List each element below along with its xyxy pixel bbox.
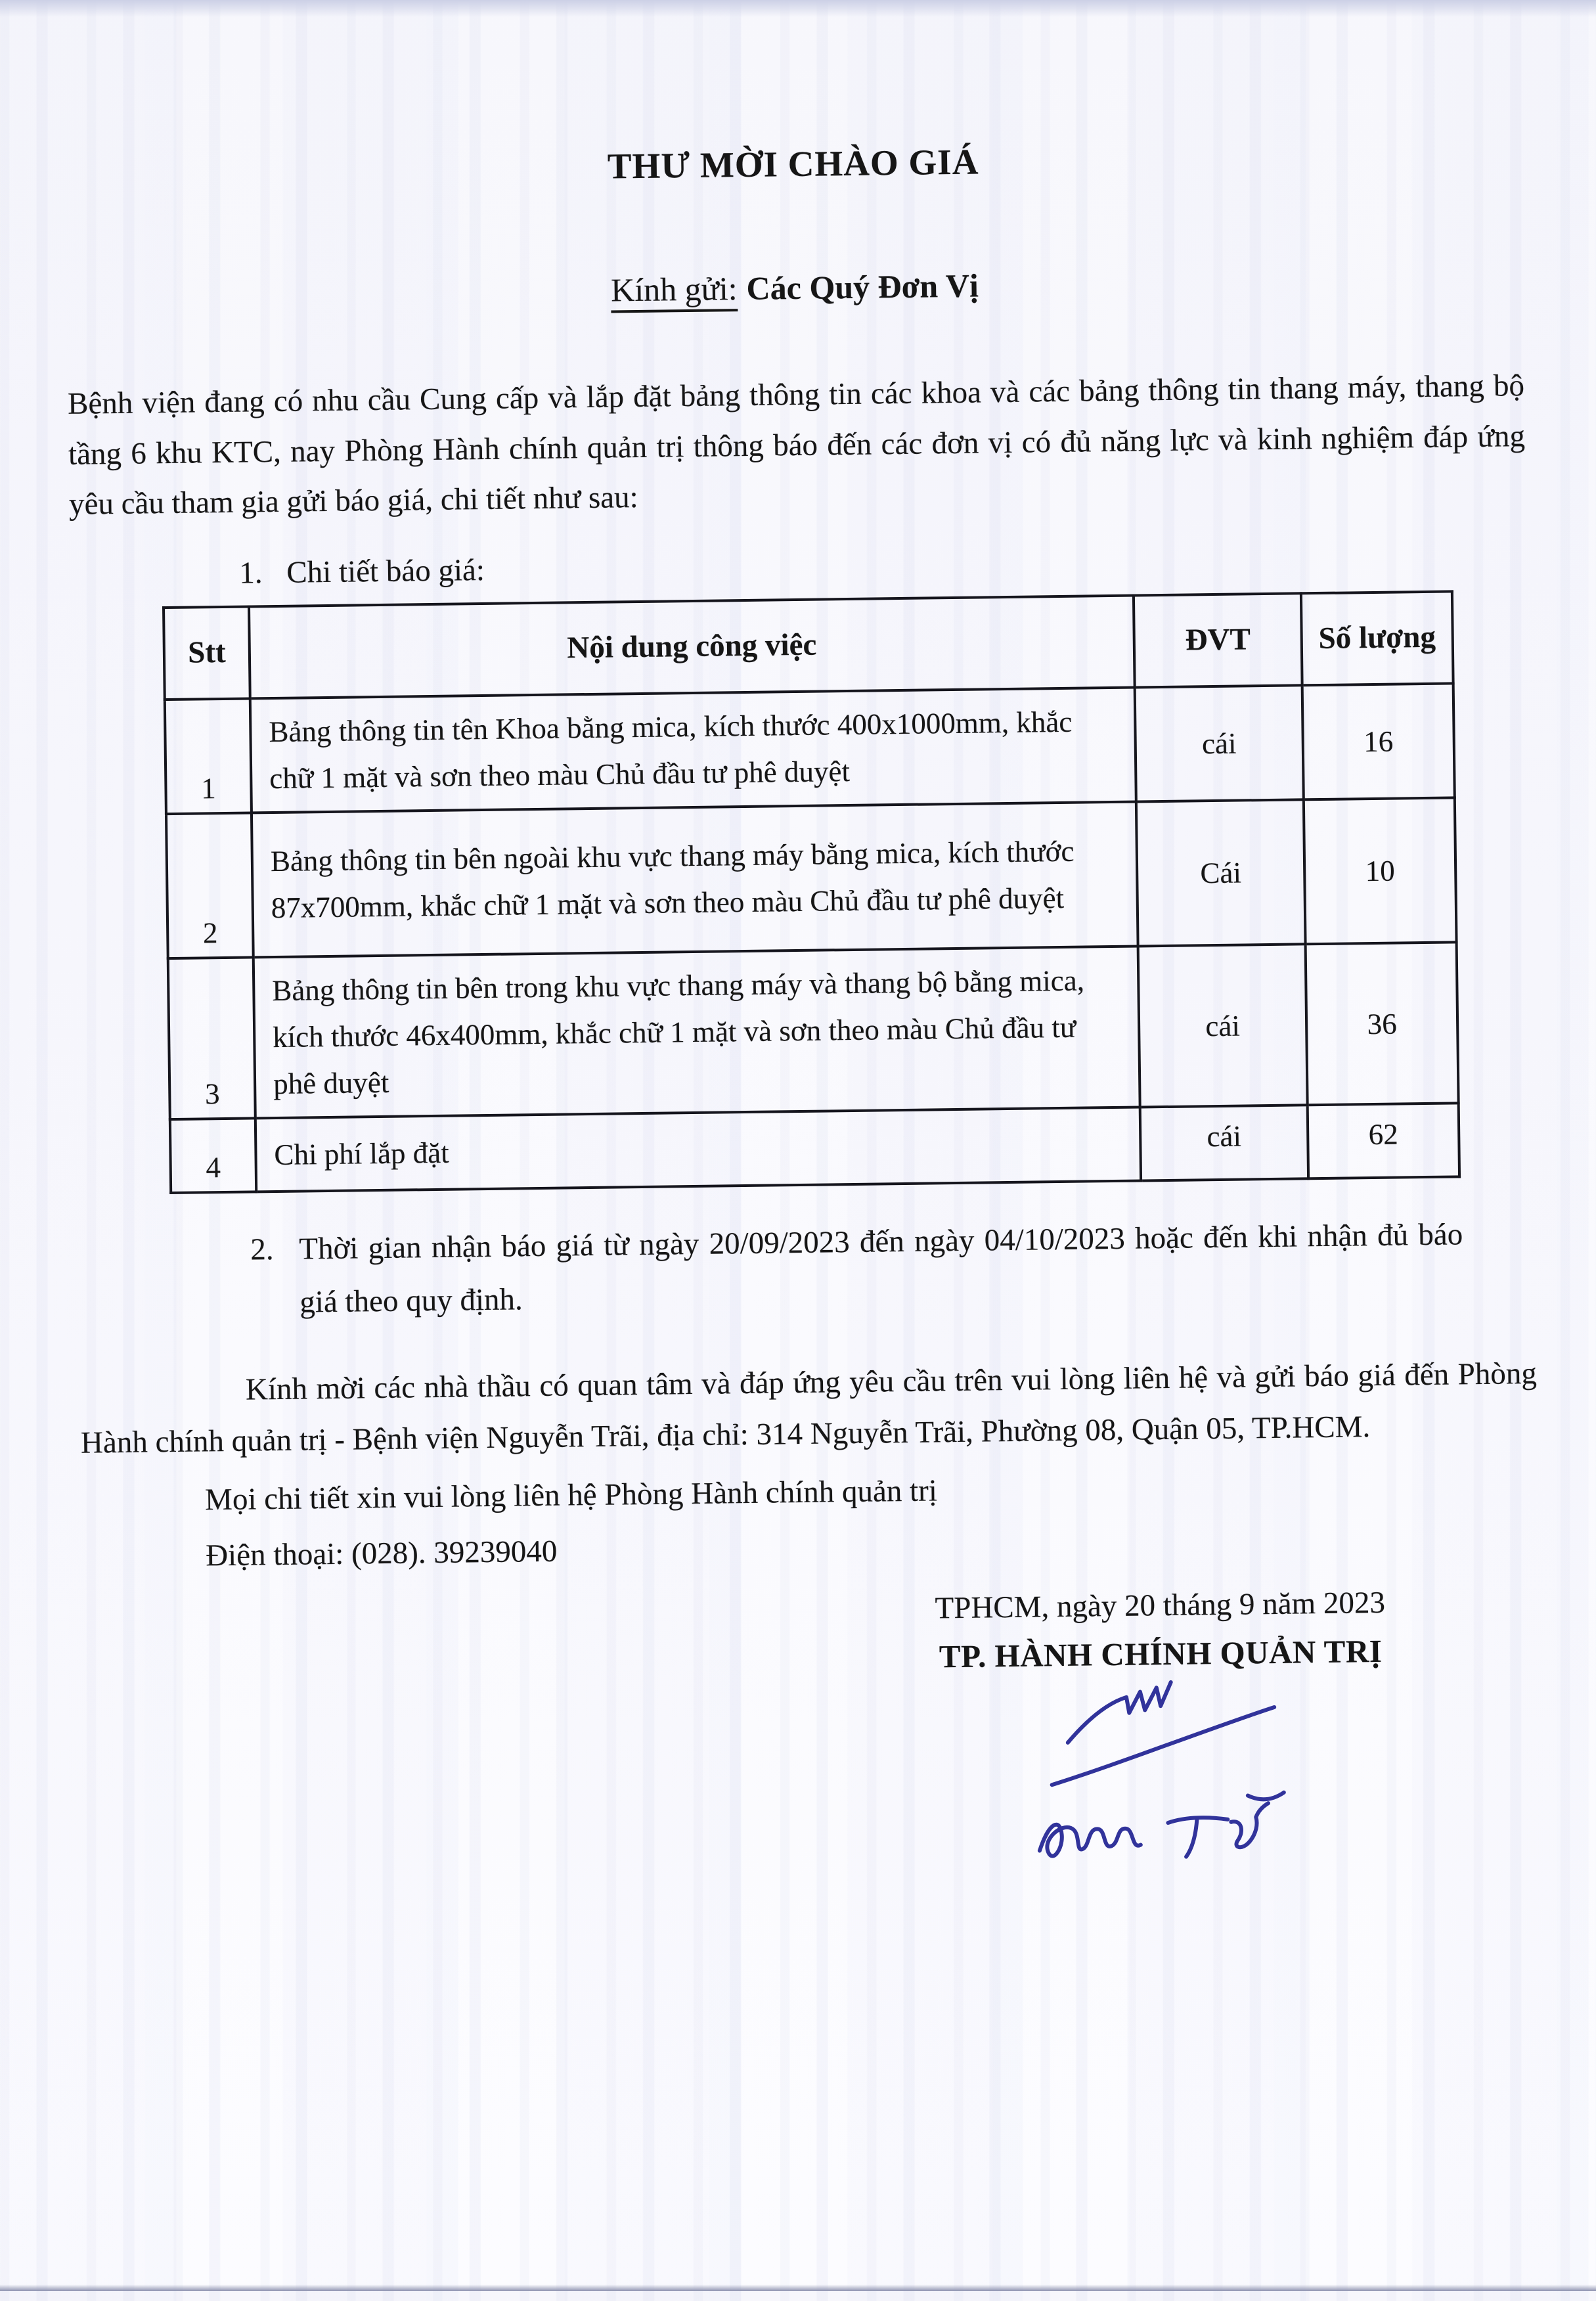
document-content [63,0,1541,1686]
signature-ink-icon [998,1649,1329,1915]
scan-edge-bottom [0,2285,1596,2291]
quote-table [162,590,1461,1194]
row-content: Bảng thông tin bên ngoài khu vực thang máy bằng mica, kích thước 87x700mm, khắc chữ 1 mặt và sơn theo màu Chủ đầu tư phê duyệt [252,802,1138,958]
signature-strokes [1038,1681,1285,1859]
row-unit: cái [1138,944,1308,1107]
row-qty: 62 [1308,1104,1459,1179]
row-qty: 10 [1304,797,1457,944]
header-content: Nội dung công việc [249,595,1135,698]
row-content: Bảng thông tin tên Khoa bằng mica, kích thước 400x1000mm, khắc chữ 1 mặt và sơn theo màu Chủ đầu tư phê duyệt [250,687,1136,813]
row-qty: 16 [1302,683,1455,799]
handwritten-signature [998,1649,1329,1915]
intro-paragraph: Bệnh viện đang có nhu cầu Cung cấp và lắp đặt bảng thông tin các khoa và các bảng thông tin thang máy, thang bộ tầng 6 khu KTC, nay Phòng Hành chính quản trị thông báo đến các đơn vị có đủ năng lực và kinh nghiệm đáp ứng yêu cầu tham gia gửi báo giá, chi tiết như sau: [67,369,1526,522]
signer-title: TP. HÀNH CHÍNH QUẢN TRỊ [939,1632,1383,1675]
row-unit: cái [1135,685,1304,801]
section2-number: 2. [250,1232,274,1267]
section2-paragraph [250,1209,1464,1330]
date-line: TPHCM, ngày 20 tháng 9 năm 2023 [935,1585,1386,1626]
row-content: Bảng thông tin bên trong khu vực thang máy và thang bộ bằng mica, kích thước 46x400mm, khắc chữ 1 mặt và sơn theo màu Chủ đầu tư phê duyệt [254,947,1140,1119]
row-content: Chi phí lắp đặt [255,1107,1141,1192]
phone-line: Điện thoại: (028). 39239040 [205,1534,558,1573]
salutation-label: Kính gửi: [611,270,738,313]
salutation-line [66,259,1524,316]
table-row [165,683,1455,814]
header-qty: Số lượng [1301,591,1453,685]
section1-heading [239,539,1527,591]
table-header-row [164,591,1453,700]
header-stt: Stt [164,606,250,700]
row-stt: 2 [166,813,254,958]
quote-table-header [164,591,1453,700]
row-qty: 36 [1306,942,1459,1105]
contact-line: Mọi chi tiết xin vui lòng liên hệ Phòng Hành chính quản trị [204,1473,938,1517]
section2-text: Thời gian nhận báo giá từ ngày 20/09/2023 đến ngày 04/10/2023 hoặc đến khi nhận đủ báo giá theo quy định. [298,1217,1463,1320]
row-stt: 4 [170,1119,256,1194]
salutation-value: Các Quý Đơn Vị [746,267,979,307]
header-unit: ĐVT [1134,593,1302,687]
row-stt: 1 [165,698,252,814]
row-unit: Cái [1136,799,1306,946]
row-stt: 3 [168,957,255,1119]
row-unit: cái [1140,1106,1308,1181]
section1-number: 1. [239,556,263,591]
table-row [170,1104,1459,1194]
section1-label: Chi tiết báo giá: [286,552,485,590]
table-row [168,942,1459,1119]
table-row [166,797,1457,958]
invitation-paragraph: Kính mời các nhà thầu có quan tâm và đáp ứng yêu cầu trên vui lòng liên hệ và gửi báo giá đến Phòng Hành chính quản trị - Bệnh viện Nguyễn Trãi, địa chỉ: 314 Nguyễn Trãi, Phường 08, Quận 05, TP.HCM. [80,1356,1538,1460]
document-title: THƯ MỜI CHÀO GIÁ [607,141,979,187]
